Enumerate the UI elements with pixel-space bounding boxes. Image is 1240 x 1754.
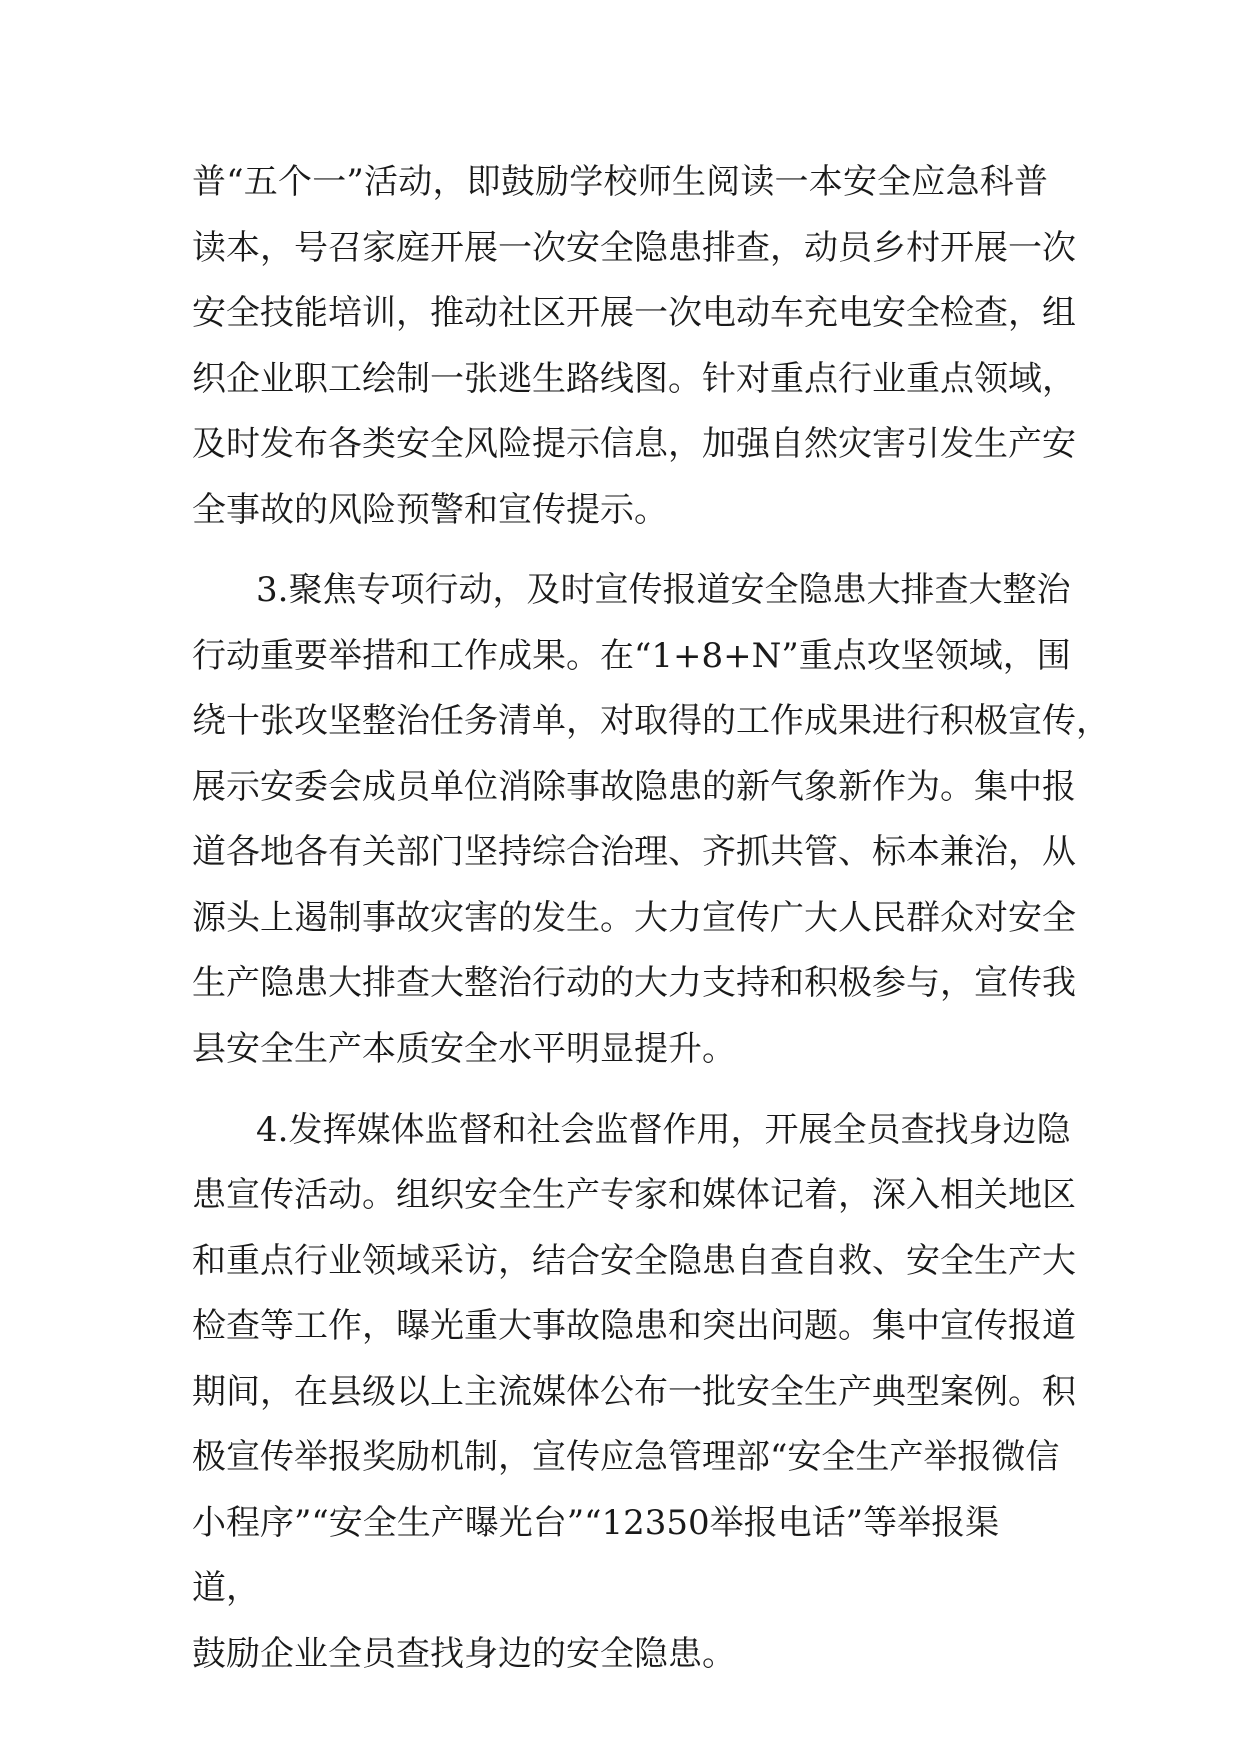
paragraph-4-line-1: 4.发挥媒体监督和社会监督作用，开展全员查找身边隐 [256,1110,1071,1150]
paragraph-2-line-1: 普“五个一”活动，即鼓励学校师生阅读一本安全应急科普 [192,162,1048,202]
paragraph-3-line-8: 县安全生产本质安全水平明显提升。 [192,1029,736,1069]
paragraph-2-line-3: 安全技能培训，推动社区开展一次电动车充电安全检查，组 [192,293,1076,333]
paragraph-2-line-2: 读本，号召家庭开展一次安全隐患排查，动员乡村开展一次 [192,228,1076,268]
paragraph-4-line-4: 检查等工作，曝光重大事故隐患和突出问题。集中宣传报道 [192,1306,1076,1346]
paragraph-4-line-8: 道， [192,1568,260,1608]
paragraph-4-line-3: 和重点行业领域采访，结合安全隐患自查自救、安全生产大 [192,1241,1076,1281]
paragraph-2-line-5: 及时发布各类安全风险提示信息，加强自然灾害引发生产安 [192,424,1076,464]
paragraph-2-line-4: 织企业职工绘制一张逃生路线图。针对重点行业重点领域， [192,359,1076,399]
paragraph-4-line-2: 患宣传活动。组织安全生产专家和媒体记着，深入相关地区 [192,1175,1076,1215]
paragraph-2-line-6: 全事故的风险预警和宣传提示。 [192,490,668,530]
paragraph-3-line-6: 源头上遏制事故灾害的发生。大力宣传广大人民群众对安全 [192,898,1076,938]
paragraph-3-line-7: 生产隐患大排查大整治行动的大力支持和积极参与，宣传我 [192,963,1076,1003]
paragraph-3-line-5: 道各地各有关部门坚持综合治理、齐抓共管、标本兼治，从 [192,832,1076,872]
paragraph-4-line-9: 鼓励企业全员查找身边的安全隐患。 [192,1634,736,1674]
paragraph-4-line-6: 极宣传举报奖励机制，宣传应急管理部“安全生产举报微信 [192,1437,1060,1477]
paragraph-3-line-3: 绕十张攻坚整治任务清单，对取得的工作成果进行积极宣传， [192,701,1110,741]
paragraph-4-line-5: 期间，在县级以上主流媒体公布一批安全生产典型案例。积 [192,1372,1076,1412]
paragraph-3-line-2: 行动重要举措和工作成果。在“1+8+N”重点攻坚领域，围 [192,636,1071,676]
paragraph-3-line-4: 展示安委会成员单位消除事故隐患的新气象新作为。集中报 [192,767,1076,807]
paragraph-4-line-7: 小程序”“安全生产曝光台”“12350举报电话”等举报渠 [192,1503,1000,1543]
paragraph-3-line-1: 3.聚焦专项行动，及时宣传报道安全隐患大排查大整治 [256,570,1071,610]
